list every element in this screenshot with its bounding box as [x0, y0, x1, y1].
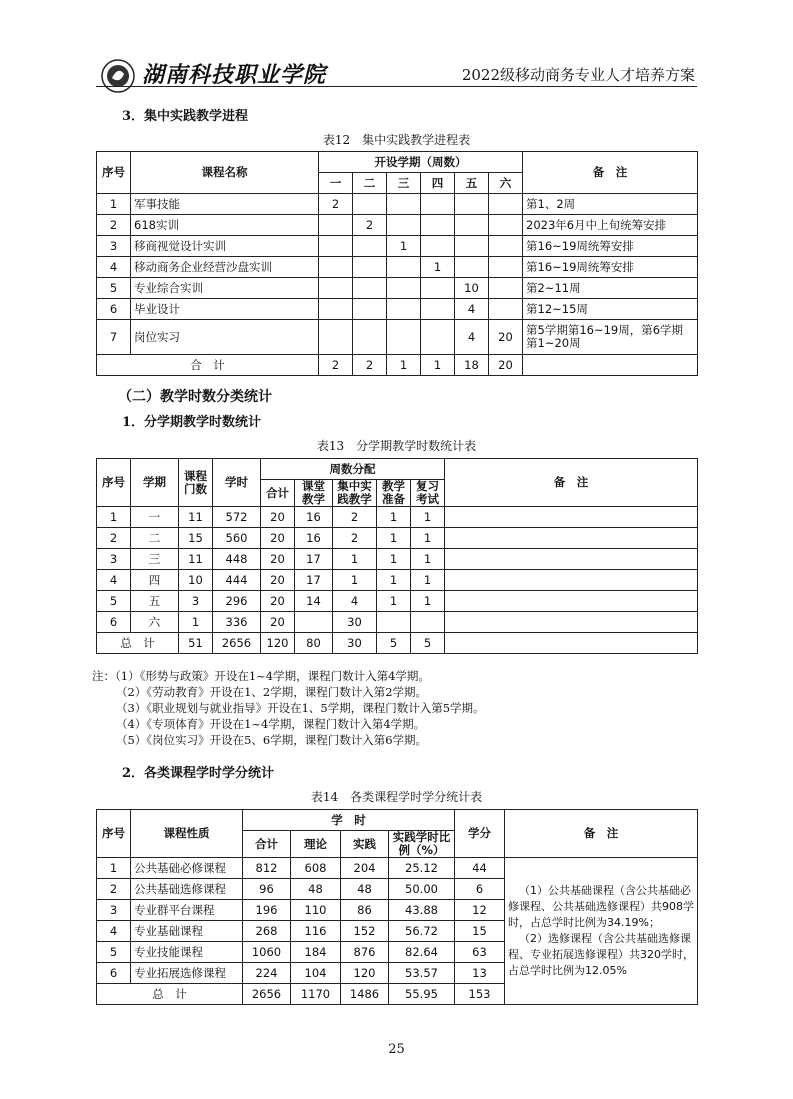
weeks-value: 20 [261, 591, 295, 612]
hours-value: 43.88 [389, 900, 455, 921]
col-header-weeks: 集中实践教学 [333, 480, 377, 507]
col-header-hours: 理论 [291, 831, 341, 858]
table13-caption: 表13 分学期教学时数统计表 [316, 439, 477, 453]
row-number: 5 [97, 591, 131, 612]
total-label: 总 计 [97, 984, 243, 1005]
course-name: 618实训 [131, 215, 319, 236]
row-number: 2 [97, 215, 131, 236]
weeks-value: 17 [295, 570, 333, 591]
hours-value: 812 [243, 858, 291, 879]
weeks-value: 1 [411, 591, 445, 612]
total-weeks-value: 80 [295, 633, 333, 654]
course-name: 移商视觉设计实训 [131, 236, 319, 257]
term-weeks: 20 [489, 320, 523, 355]
col-header-no: 序号 [97, 459, 131, 507]
course-nature: 专业基础课程 [131, 921, 243, 942]
term-weeks: 4 [455, 299, 489, 320]
course-count: 10 [179, 570, 213, 591]
term-weeks [353, 278, 387, 299]
col-header-no: 序号 [97, 152, 131, 194]
term-weeks [319, 278, 353, 299]
credit: 12 [455, 900, 505, 921]
remark [445, 591, 698, 612]
row-number: 6 [97, 612, 131, 633]
remark: 第16~19周统筹安排 [523, 257, 698, 278]
total-weeks-value: 5 [411, 633, 445, 654]
col-header-hours: 学时 [213, 459, 261, 507]
table-row [97, 299, 698, 320]
table12-caption: 表12 集中实践教学进程表 [322, 133, 471, 147]
course-count: 11 [179, 507, 213, 528]
table-row [97, 612, 698, 633]
table-row [97, 257, 698, 278]
term-weeks [319, 320, 353, 355]
hours: 448 [213, 549, 261, 570]
row-number: 3 [97, 549, 131, 570]
term-weeks: 1 [421, 257, 455, 278]
term-weeks [319, 299, 353, 320]
term: 四 [131, 570, 179, 591]
row-number: 7 [97, 320, 131, 355]
term-weeks [455, 236, 489, 257]
row-number: 1 [97, 194, 131, 215]
course-nature: 公共基础必修课程 [131, 858, 243, 879]
col-header-no: 序号 [97, 810, 131, 858]
table14-course-credits [96, 809, 698, 1005]
col-header-term: 二 [353, 173, 387, 194]
total-term-weeks: 2 [319, 355, 353, 376]
col-header-hours: 实践 [341, 831, 389, 858]
term: 三 [131, 549, 179, 570]
hours: 560 [213, 528, 261, 549]
course-count: 1 [179, 612, 213, 633]
remark [445, 528, 698, 549]
hours-value: 50.00 [389, 879, 455, 900]
total-term-weeks: 2 [353, 355, 387, 376]
term: 二 [131, 528, 179, 549]
row-number: 6 [97, 963, 131, 984]
weeks-value: 16 [295, 528, 333, 549]
term-weeks [319, 236, 353, 257]
hours: 296 [213, 591, 261, 612]
note-line: （4）《专项体育》开设在1~4学期，课程门数计入第4学期。 [116, 717, 426, 731]
hours-value: 56.72 [389, 921, 455, 942]
col-header-remark: 备 注 [505, 810, 698, 858]
weeks-value: 1 [377, 570, 411, 591]
course-count: 3 [179, 591, 213, 612]
term-weeks [421, 278, 455, 299]
weeks-value: 30 [333, 612, 377, 633]
page-number: 25 [388, 1042, 405, 1057]
hours-value: 876 [341, 942, 389, 963]
credit: 15 [455, 921, 505, 942]
course-name: 毕业设计 [131, 299, 319, 320]
hours: 572 [213, 507, 261, 528]
term: 六 [131, 612, 179, 633]
col-header-remark: 备 注 [523, 152, 698, 194]
table-header-row [97, 810, 698, 831]
hours-value: 53.57 [389, 963, 455, 984]
note-line: （5）《岗位实习》开设在5、6学期，课程门数计入第6学期。 [116, 733, 428, 747]
term-weeks [421, 215, 455, 236]
table-row [97, 591, 698, 612]
hours-value: 110 [291, 900, 341, 921]
row-number: 4 [97, 921, 131, 942]
row-number: 2 [97, 879, 131, 900]
weeks-value [377, 612, 411, 633]
row-number: 2 [97, 528, 131, 549]
course-count: 11 [179, 549, 213, 570]
col-header-course-count: 课程门数 [179, 459, 213, 507]
hours-value: 196 [243, 900, 291, 921]
term-weeks [489, 236, 523, 257]
weeks-value [411, 612, 445, 633]
term-weeks [421, 299, 455, 320]
total-hours-value: 1486 [341, 984, 389, 1005]
row-number: 4 [97, 570, 131, 591]
total-hours-value: 2656 [243, 984, 291, 1005]
col-header-weeks: 教学准备 [377, 480, 411, 507]
table-header-row [97, 459, 698, 480]
total-hours: 2656 [213, 633, 261, 654]
term-weeks [387, 194, 421, 215]
weeks-value: 2 [333, 507, 377, 528]
term-weeks [319, 215, 353, 236]
term-weeks [387, 215, 421, 236]
term-weeks [421, 320, 455, 355]
hours-value: 608 [291, 858, 341, 879]
weeks-value: 1 [377, 549, 411, 570]
term-weeks [387, 278, 421, 299]
hours-value: 25.12 [389, 858, 455, 879]
table-row [97, 858, 698, 879]
weeks-value: 20 [261, 507, 295, 528]
hours-value: 86 [341, 900, 389, 921]
hours-value: 1060 [243, 942, 291, 963]
hours-value: 116 [291, 921, 341, 942]
col-header-term: 三 [387, 173, 421, 194]
table13-term-hours [96, 458, 698, 654]
remark-summary [505, 858, 698, 1005]
table14-caption: 表14 各类课程学时学分统计表 [310, 790, 483, 804]
term-weeks [489, 194, 523, 215]
table-row [97, 570, 698, 591]
total-course-count: 51 [179, 633, 213, 654]
table-row [97, 236, 698, 257]
weeks-value: 1 [411, 528, 445, 549]
weeks-value: 1 [333, 570, 377, 591]
total-hours-value: 55.95 [389, 984, 455, 1005]
course-name: 军事技能 [131, 194, 319, 215]
hours-value: 104 [291, 963, 341, 984]
weeks-value: 17 [295, 549, 333, 570]
weeks-value: 20 [261, 612, 295, 633]
total-term-weeks: 1 [387, 355, 421, 376]
remark [523, 355, 698, 376]
hours: 336 [213, 612, 261, 633]
table-header-row [97, 152, 698, 173]
table-row [97, 215, 698, 236]
row-number: 6 [97, 299, 131, 320]
row-number: 3 [97, 236, 131, 257]
remark [445, 570, 698, 591]
term-weeks [489, 215, 523, 236]
hours-value: 184 [291, 942, 341, 963]
weeks-value: 1 [411, 507, 445, 528]
total-term-weeks: 1 [421, 355, 455, 376]
col-header-hours-group: 学 时 [243, 810, 455, 831]
total-credit: 153 [455, 984, 505, 1005]
hours-value: 204 [341, 858, 389, 879]
table13-notes [92, 668, 485, 748]
remark: 第2~11周 [523, 278, 698, 299]
weeks-value: 14 [295, 591, 333, 612]
weeks-value: 4 [333, 591, 377, 612]
weeks-value: 20 [261, 549, 295, 570]
col-header-term: 四 [421, 173, 455, 194]
weeks-value [295, 612, 333, 633]
total-row [97, 633, 698, 654]
weeks-value: 1 [377, 591, 411, 612]
hours-value: 82.64 [389, 942, 455, 963]
table-row [97, 549, 698, 570]
col-header-weeks-group: 周数分配 [261, 459, 445, 480]
weeks-value: 1 [377, 528, 411, 549]
row-number: 3 [97, 900, 131, 921]
term-weeks: 4 [455, 320, 489, 355]
weeks-value: 1 [333, 549, 377, 570]
total-weeks-value: 30 [333, 633, 377, 654]
total-hours-value: 1170 [291, 984, 341, 1005]
table-row [97, 194, 698, 215]
total-term-weeks: 18 [455, 355, 489, 376]
row-number: 1 [97, 507, 131, 528]
col-header-term: 六 [489, 173, 523, 194]
term-weeks: 2 [319, 194, 353, 215]
col-header-term: 学期 [131, 459, 179, 507]
credit: 63 [455, 942, 505, 963]
row-number: 4 [97, 257, 131, 278]
remark-line: （1）公共基础课程（含公共基础必修课程、公共基础选修课程）共908学时，占总学时比例为34.19%； [508, 884, 694, 929]
total-term-weeks: 20 [489, 355, 523, 376]
term-weeks [353, 257, 387, 278]
course-count: 15 [179, 528, 213, 549]
remark [445, 549, 698, 570]
table-row [97, 507, 698, 528]
col-header-term: 一 [319, 173, 353, 194]
term-weeks [353, 194, 387, 215]
row-number: 1 [97, 858, 131, 879]
hours-value: 152 [341, 921, 389, 942]
col-header-hours: 合计 [243, 831, 291, 858]
course-name: 移动商务企业经营沙盘实训 [131, 257, 319, 278]
col-header-course-nature: 课程性质 [131, 810, 243, 858]
section-heading-course-credits: 2．各类课程学时学分统计 [122, 766, 275, 781]
hours-value: 120 [341, 963, 389, 984]
col-header-weeks: 复习考试 [411, 480, 445, 507]
weeks-value: 2 [333, 528, 377, 549]
col-header-term: 五 [455, 173, 489, 194]
school-name: 湖南科技职业学院 [142, 62, 327, 88]
course-name: 岗位实习 [131, 320, 319, 355]
term-weeks [319, 257, 353, 278]
remark [445, 612, 698, 633]
table-row [97, 320, 698, 355]
note-line: （3）《职业规划与就业指导》开设在1、5学期，课程门数计入第5学期。 [116, 701, 485, 715]
col-header-credit: 学分 [455, 810, 505, 858]
term-weeks [421, 236, 455, 257]
term: 五 [131, 591, 179, 612]
total-label: 总 计 [97, 633, 179, 654]
total-row [97, 355, 698, 376]
term-weeks [387, 320, 421, 355]
remark [445, 507, 698, 528]
remark [445, 633, 698, 654]
table12-practice-schedule [96, 151, 698, 376]
col-header-course-name: 课程名称 [131, 152, 319, 194]
course-nature: 专业拓展选修课程 [131, 963, 243, 984]
term-weeks [353, 320, 387, 355]
hours-value: 48 [291, 879, 341, 900]
section-heading-practice: 3．集中实践教学进程 [122, 109, 249, 124]
header-rule [96, 86, 697, 87]
row-number: 5 [97, 942, 131, 963]
remark: 2023年6月中上旬统筹安排 [523, 215, 698, 236]
term-weeks: 2 [353, 215, 387, 236]
remark: 第1、2周 [523, 194, 698, 215]
total-weeks-value: 5 [377, 633, 411, 654]
col-header-term-group: 开设学期（周数） [319, 152, 523, 173]
table-row [97, 528, 698, 549]
col-header-hours: 实践学时比例（%） [389, 831, 455, 858]
term-weeks [387, 257, 421, 278]
hours-value: 268 [243, 921, 291, 942]
remark: 第12~15周 [523, 299, 698, 320]
remark-line: （2）选修课程（含公共基础选修课程、专业拓展选修课程）共320学时，占总学时比例为12.05% [508, 932, 694, 977]
total-label: 合 计 [97, 355, 319, 376]
weeks-value: 20 [261, 528, 295, 549]
credit: 44 [455, 858, 505, 879]
remark: 第5学期第16~19周，第6学期第1~20周 [523, 320, 698, 355]
hours-value: 224 [243, 963, 291, 984]
section-heading-hours-stats: （二）教学时数分类统计 [118, 389, 272, 405]
weeks-value: 1 [411, 570, 445, 591]
table-row [97, 278, 698, 299]
term-weeks [353, 236, 387, 257]
row-number: 5 [97, 278, 131, 299]
col-header-remark: 备 注 [445, 459, 698, 507]
term-weeks [455, 194, 489, 215]
weeks-value: 20 [261, 570, 295, 591]
course-nature: 公共基础选修课程 [131, 879, 243, 900]
term-weeks [489, 257, 523, 278]
term-weeks [421, 194, 455, 215]
course-nature: 专业技能课程 [131, 942, 243, 963]
remark: 第16~19周统筹安排 [523, 236, 698, 257]
term-weeks [455, 257, 489, 278]
document-title: 2022级移动商务专业人才培养方案 [461, 66, 695, 84]
section-heading-term-hours: 1．分学期教学时数统计 [122, 415, 262, 430]
credit: 13 [455, 963, 505, 984]
term-weeks [489, 299, 523, 320]
credit: 6 [455, 879, 505, 900]
course-name: 专业综合实训 [131, 278, 319, 299]
col-header-weeks: 合计 [261, 480, 295, 507]
school-logo-icon [100, 58, 136, 94]
note-line: 注：（1）《形势与政策》开设在1~4学期，课程门数计入第4学期。 [92, 669, 430, 683]
col-header-weeks: 课堂教学 [295, 480, 333, 507]
hours: 444 [213, 570, 261, 591]
total-weeks-value: 120 [261, 633, 295, 654]
term-weeks: 10 [455, 278, 489, 299]
note-line: （2）《劳动教育》开设在1、2学期，课程门数计入第2学期。 [116, 685, 428, 699]
term-weeks [455, 215, 489, 236]
weeks-value: 16 [295, 507, 333, 528]
hours-value: 96 [243, 879, 291, 900]
term-weeks: 1 [387, 236, 421, 257]
term: 一 [131, 507, 179, 528]
weeks-value: 1 [377, 507, 411, 528]
weeks-value: 1 [411, 549, 445, 570]
term-weeks [353, 299, 387, 320]
term-weeks [489, 278, 523, 299]
term-weeks [387, 299, 421, 320]
course-nature: 专业群平台课程 [131, 900, 243, 921]
hours-value: 48 [341, 879, 389, 900]
